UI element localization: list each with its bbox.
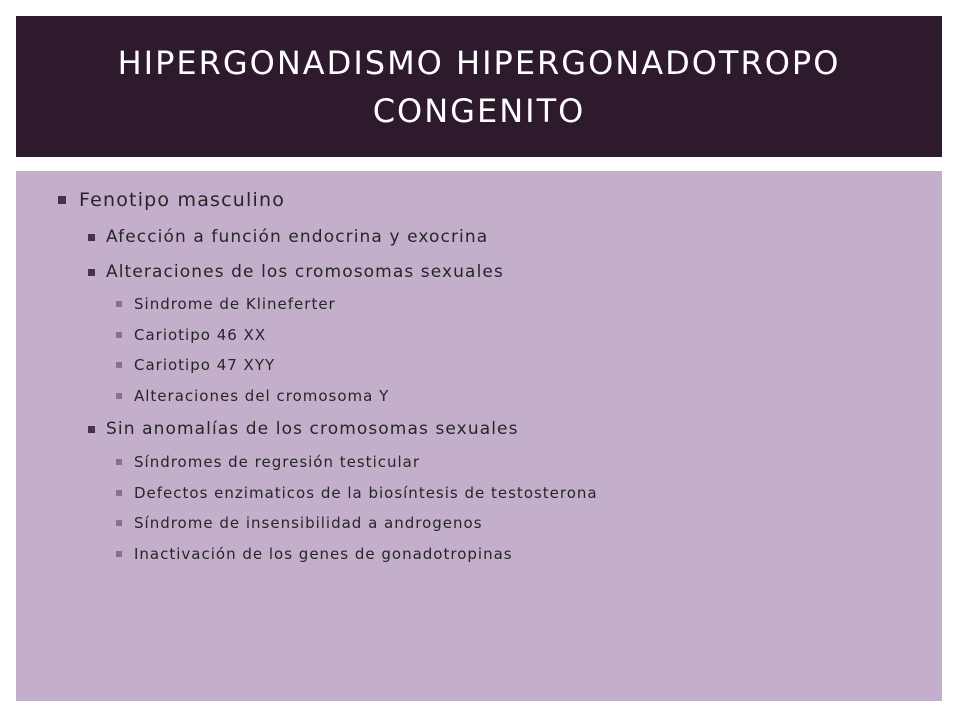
bullet-item-sin-anomalias — [88, 419, 519, 439]
bullet-item-cromosoma-y — [116, 387, 389, 405]
square-bullet-icon — [88, 234, 95, 241]
square-bullet-icon — [88, 269, 95, 276]
square-bullet-icon — [116, 362, 122, 368]
bullet-text: Afección a función endocrina y exocrina — [106, 227, 489, 247]
bullet-item-klinefelter — [116, 295, 336, 313]
slide-title-line-1: HIPERGONADISMO HIPERGONADOTROPO — [117, 43, 841, 82]
square-bullet-icon — [116, 490, 122, 496]
content-panel — [16, 171, 942, 701]
bullet-text: Defectos enzimaticos de la biosíntesis de testosterona — [134, 484, 598, 502]
title-bar — [16, 16, 942, 157]
bullet-text: Cariotipo 47 XYY — [134, 356, 276, 374]
bullet-item-cariotipo-47xyy — [116, 356, 275, 374]
bullet-text: Síndrome de insensibilidad a androgenos — [134, 514, 483, 532]
bullet-text: Sin anomalías de los cromosomas sexuales — [106, 419, 519, 439]
bullet-item-insensibilidad-androgenos — [116, 514, 483, 532]
bullet-item-alteraciones-cromosomas — [88, 262, 504, 282]
bullet-text: Alteraciones de los cromosomas sexuales — [106, 262, 504, 282]
square-bullet-icon — [58, 196, 66, 204]
square-bullet-icon — [116, 459, 122, 465]
bullet-item-regresion-testicular — [116, 453, 420, 471]
bullet-text: Síndromes de regresión testicular — [134, 453, 421, 471]
bullet-item-cariotipo-46xx — [116, 326, 266, 344]
bullet-text: Inactivación de los genes de gonadotropinas — [134, 545, 513, 563]
square-bullet-icon — [116, 393, 122, 399]
bullet-text: Cariotipo 46 XX — [134, 326, 267, 344]
square-bullet-icon — [88, 426, 95, 433]
bullet-item-fenotipo-masculino — [58, 189, 285, 211]
bullet-text: Alteraciones del cromosoma Y — [134, 387, 390, 405]
square-bullet-icon — [116, 520, 122, 526]
square-bullet-icon — [116, 551, 122, 557]
square-bullet-icon — [116, 301, 122, 307]
bullet-item-defectos-enzimaticos — [116, 484, 598, 502]
bullet-text: Fenotipo masculino — [79, 189, 286, 211]
bullet-item-afeccion — [88, 227, 488, 247]
bullet-item-inactivacion-genes — [116, 545, 513, 563]
slide-title-line-2: CONGENITO — [372, 91, 586, 130]
bullet-text: Sindrome de Klineferter — [134, 295, 336, 313]
square-bullet-icon — [116, 332, 122, 338]
